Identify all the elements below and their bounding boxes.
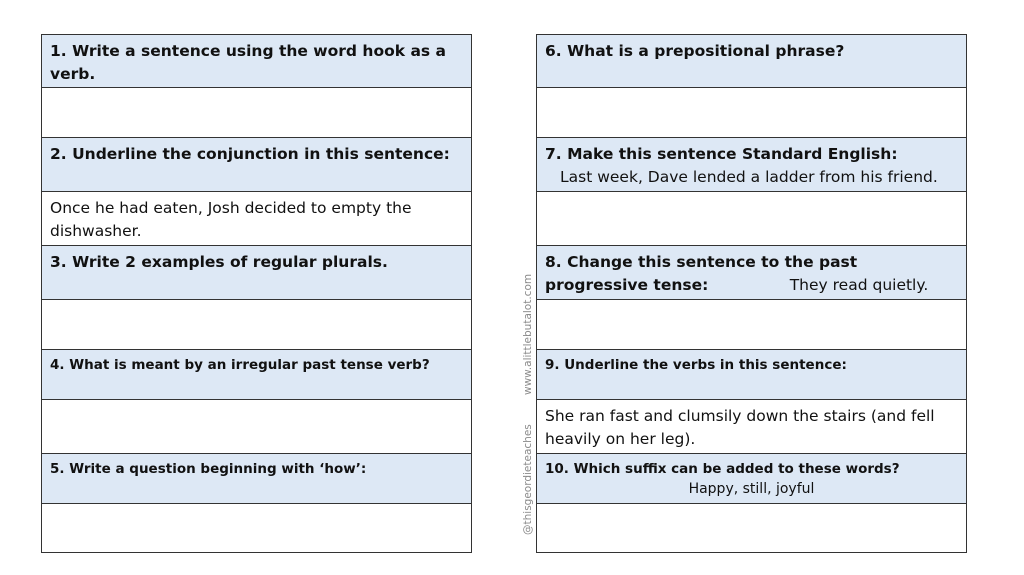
answer-box-4[interactable] xyxy=(41,400,472,454)
question-5-text: 5. Write a question beginning with ‘how’: xyxy=(50,461,367,477)
question-8-text: 8. Change this sentence to the past progressive tense: xyxy=(545,253,858,294)
question-9-text: 9. Underline the verbs in this sentence: xyxy=(545,357,847,373)
handle-watermark: @thisgeordieteaches xyxy=(522,424,534,535)
answer-box-2[interactable] xyxy=(41,192,472,246)
question-9-sentence: She ran fast and clumsily down the stairs (and fell heavily on her leg). xyxy=(545,407,935,448)
left-question-table xyxy=(41,34,472,553)
answer-box-9[interactable] xyxy=(536,400,967,454)
question-2 xyxy=(41,138,472,192)
question-3 xyxy=(41,246,472,300)
question-2-text: 2. Underline the conjunction in this sentence: xyxy=(50,145,450,163)
question-8 xyxy=(536,246,967,300)
question-1 xyxy=(41,34,472,88)
question-10-words: Happy, still, joyful xyxy=(688,481,815,497)
question-7-text: 7. Make this sentence Standard English: xyxy=(545,145,898,163)
answer-box-10[interactable] xyxy=(536,504,967,553)
question-5 xyxy=(41,454,472,504)
answer-box-7[interactable] xyxy=(536,192,967,246)
answer-box-8[interactable] xyxy=(536,300,967,350)
question-4-text: 4. What is meant by an irregular past tense verb? xyxy=(50,357,430,373)
question-6-text: 6. What is a prepositional phrase? xyxy=(545,42,845,60)
answer-box-3[interactable] xyxy=(41,300,472,350)
question-7 xyxy=(536,138,967,192)
answer-box-5[interactable] xyxy=(41,504,472,553)
question-9 xyxy=(536,350,967,400)
question-6 xyxy=(536,34,967,88)
question-10 xyxy=(536,454,967,504)
site-watermark: www.alittlebutalot.com xyxy=(522,273,534,395)
answer-box-1[interactable] xyxy=(41,88,472,138)
right-question-table xyxy=(536,34,967,553)
question-8-sentence: They read quietly. xyxy=(789,276,929,294)
question-7-sentence: Last week, Dave lended a ladder from his friend. xyxy=(560,168,938,186)
question-1-text: 1. Write a sentence using the word hook as a verb. xyxy=(50,42,446,83)
answer-box-6[interactable] xyxy=(536,88,967,138)
question-3-text: 3. Write 2 examples of regular plurals. xyxy=(50,253,388,271)
question-4 xyxy=(41,350,472,400)
question-2-sentence: Once he had eaten, Josh decided to empty the dishwasher. xyxy=(50,199,412,240)
question-10-text: 10. Which suffix can be added to these words? xyxy=(545,461,900,477)
